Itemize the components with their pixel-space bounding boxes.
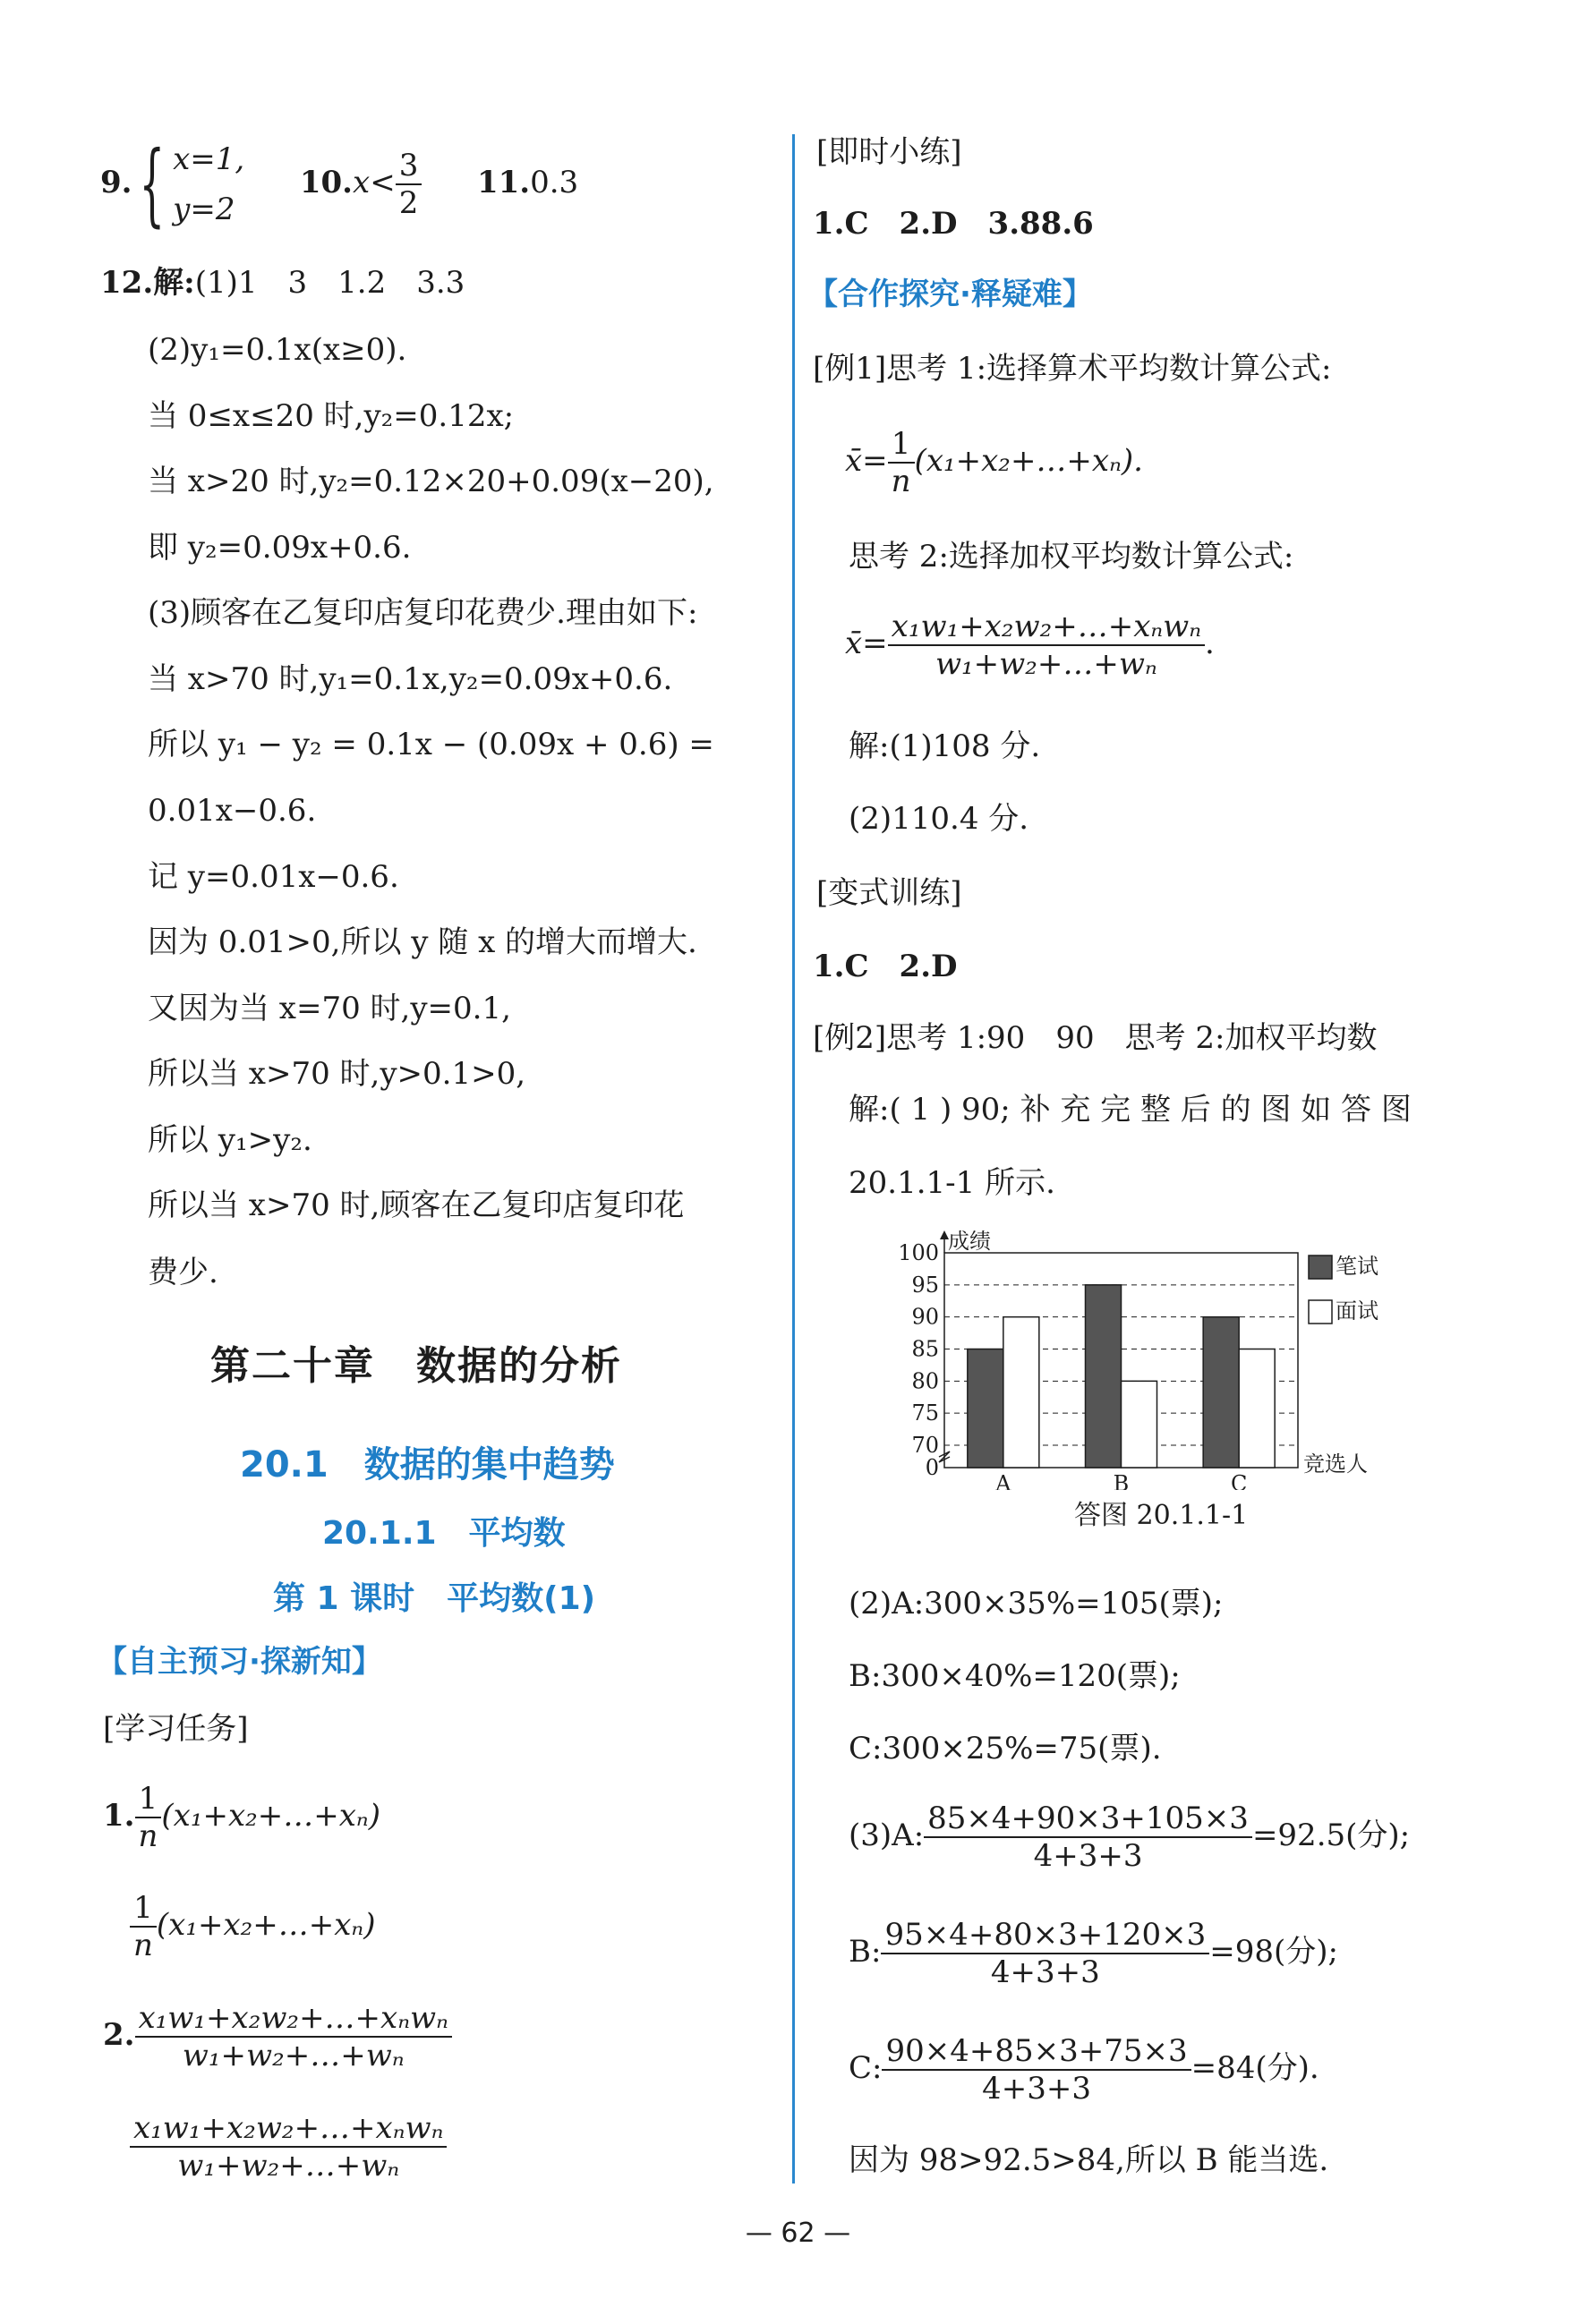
q10-text: x< <box>353 165 396 200</box>
chapter-title: 第二十章 数据的分析 <box>210 1343 622 1389</box>
y-axis-label: 成绩 <box>948 1230 991 1254</box>
think2-line: 思考 2:选择加权平均数计算公式: <box>849 539 1294 575</box>
score-a-result: =92.5(分); <box>1251 1817 1411 1853</box>
score-c <box>849 2033 1319 2107</box>
legend-label: 面试 <box>1336 1298 1378 1324</box>
item1-formula <box>103 1781 380 1854</box>
weighted-den: w₁+w₂+…+wₙ <box>888 644 1205 682</box>
q9-q11-row <box>100 134 578 234</box>
q10-den: 2 <box>396 183 422 221</box>
q9-line1: x=1, <box>173 141 245 177</box>
y-tick-label: 70 <box>911 1433 939 1458</box>
score-a-fraction <box>924 1800 1252 1874</box>
q12-line: (3)顾客在乙复印店复印花费少.理由如下: <box>148 595 698 631</box>
q12-row <box>100 263 465 302</box>
score-c-result: =84(分). <box>1191 2050 1319 2086</box>
arith-mean-formula <box>845 426 1143 499</box>
item2-formula <box>103 2000 452 2073</box>
bar-B-面试 <box>1122 1381 1157 1468</box>
score-b <box>849 1917 1338 1990</box>
xbar: x̄= <box>845 626 888 661</box>
calc-b: B:300×40%=120(票); <box>849 1658 1181 1694</box>
xbar: x̄= <box>845 443 888 479</box>
example2-solution-line1: 解:( 1 ) 90; 补 充 完 整 后 的 图 如 答 图 <box>849 1092 1412 1128</box>
q10-label: 10. <box>299 165 354 200</box>
weighted-num: x₁w₁+x₂w₂+…+xₙwₙ <box>133 2110 444 2146</box>
x-tick-label: C <box>1230 1471 1248 1490</box>
score-c-prefix: C: <box>849 2050 883 2086</box>
bar-C-笔试 <box>1203 1317 1239 1468</box>
item1-fraction <box>135 1781 162 1854</box>
weighted-den: w₁+w₂+…+wₙ <box>130 2146 447 2184</box>
q12-line: 当 x>70 时,y₁=0.1x,y₂=0.09x+0.6. <box>148 661 673 697</box>
bar-B-笔试 <box>1086 1285 1122 1468</box>
item1-formula-repeat <box>130 1890 375 1963</box>
solution2: (2)110.4 分. <box>849 801 1029 837</box>
q9-label: 9. <box>100 165 132 200</box>
weighted-num: x₁w₁+x₂w₂+…+xₙwₙ <box>138 2000 448 2036</box>
x-tick-label: B <box>1113 1471 1130 1490</box>
q12-part1: (1)1 3 1.2 3.3 <box>194 265 465 301</box>
q12-line: 当 0≤x≤20 时,y₂=0.12x; <box>148 398 515 434</box>
q12-line: 所以当 x>70 时,顾客在乙复印店复印花 <box>148 1188 685 1223</box>
score-c-fraction <box>882 2033 1191 2107</box>
sum-x: (x₁+x₂+…+xₙ) <box>156 1907 376 1943</box>
preview-header: 【自主预习·探新知】 <box>97 1644 382 1680</box>
y-tick-label: 80 <box>911 1368 939 1394</box>
q12-line: 即 y₂=0.09x+0.6. <box>148 530 412 566</box>
score-b-den: 4+3+3 <box>881 1953 1209 1990</box>
lesson-title: 第 1 课时 平均数(1) <box>273 1580 596 1617</box>
q12-line: 记 y=0.01x−0.6. <box>148 859 399 895</box>
score-b-prefix: B: <box>849 1934 882 1970</box>
q11-label: 11. <box>476 165 531 200</box>
example1-line: [例1]思考 1:选择算术平均数计算公式: <box>813 351 1332 387</box>
example2-solution-line2: 20.1.1-1 所示. <box>849 1165 1055 1201</box>
q12-line: 又因为当 x=70 时,y=0.1, <box>148 991 511 1026</box>
q12-line: 所以 y₁>y₂. <box>148 1122 312 1158</box>
frac-num: 1 <box>133 1890 153 1926</box>
score-a <box>849 1800 1410 1874</box>
sum-x: (x₁+x₂+…+xₙ). <box>914 443 1143 479</box>
score-b-result: =98(分); <box>1209 1934 1338 1970</box>
variant-answers: 1.C 2.D <box>813 949 958 984</box>
y-tick-label: 90 <box>911 1304 939 1330</box>
q12-line: (2)y₁=0.1x(x≥0). <box>148 332 407 368</box>
subsection-title: 20.1.1 平均数 <box>322 1515 566 1552</box>
q9-line2: y=2 <box>173 192 235 227</box>
frac-den: n <box>135 1817 162 1854</box>
weighted-num: x₁w₁+x₂w₂+…+xₙwₙ <box>891 609 1202 644</box>
score-a-prefix: (3)A: <box>849 1817 925 1853</box>
frac-den: n <box>888 462 915 499</box>
bar-A-笔试 <box>968 1349 1003 1468</box>
score-bar-chart <box>895 1230 1450 1490</box>
calc-c: C:300×25%=75(票). <box>849 1731 1162 1766</box>
q12-line: 0.01x−0.6. <box>148 793 317 829</box>
q12-line: 所以 y₁ − y₂ = 0.1x − (0.09x + 0.6) = <box>148 727 714 762</box>
q12-label: 12.解: <box>100 265 195 301</box>
item2-label: 2. <box>103 2017 135 2053</box>
practice-answers: 1.C 2.D 3.88.6 <box>813 206 1094 242</box>
y-tick-label: 85 <box>911 1336 939 1362</box>
score-a-num: 85×4+90×3+105×3 <box>927 1800 1249 1836</box>
section-title: 20.1 数据的集中趋势 <box>240 1444 615 1485</box>
q12-line: 费少. <box>148 1255 218 1290</box>
example2-line: [例2]思考 1:90 90 思考 2:加权平均数 <box>813 1020 1378 1056</box>
brace-icon: { <box>138 132 165 236</box>
y-tick-label: 75 <box>911 1400 939 1426</box>
q12-line: 当 x>20 时,y₂=0.12×20+0.09(x−20), <box>148 464 714 499</box>
y-tick-label: 0 <box>925 1455 939 1480</box>
item1-fraction <box>130 1890 157 1963</box>
q12-line: 所以当 x>70 时,y>0.1>0, <box>148 1056 526 1092</box>
solution1: 解:(1)108 分. <box>849 728 1041 764</box>
item2-formula-repeat <box>130 2110 447 2184</box>
item1-label: 1. <box>103 1798 135 1834</box>
score-c-den: 4+3+3 <box>882 2069 1191 2107</box>
weighted-fraction <box>135 2000 452 2073</box>
score-b-fraction <box>881 1917 1209 1990</box>
legend-swatch <box>1309 1300 1332 1324</box>
weighted-fraction <box>130 2110 447 2184</box>
score-b-num: 95×4+80×3+120×3 <box>884 1917 1207 1953</box>
sum-x: (x₁+x₂+…+xₙ) <box>161 1798 380 1834</box>
score-a-den: 4+3+3 <box>924 1836 1252 1874</box>
q10-num: 3 <box>398 148 419 183</box>
frac-den: n <box>130 1926 157 1963</box>
chart-caption: 答图 20.1.1-1 <box>1074 1500 1249 1531</box>
arith-fraction <box>888 426 915 499</box>
weighted-den: w₁+w₂+…+wₙ <box>135 2036 452 2073</box>
x-axis-label: 竞选人 <box>1303 1451 1368 1477</box>
practice-label: [即时小练] <box>816 134 962 170</box>
legend-label: 笔试 <box>1336 1254 1378 1279</box>
column-divider <box>792 134 795 2184</box>
frac-num: 1 <box>138 1781 158 1817</box>
conclusion: 因为 98>92.5>84,所以 B 能当选. <box>849 2142 1329 2178</box>
q9-system <box>173 134 244 234</box>
frac-num: 1 <box>891 426 911 462</box>
bar-C-面试 <box>1239 1349 1275 1468</box>
q12-line: 因为 0.01>0,所以 y 随 x 的增大而增大. <box>148 924 697 960</box>
y-tick-label: 100 <box>898 1240 939 1265</box>
explore-header: 【合作探究·释疑难】 <box>807 277 1093 312</box>
q10-fraction <box>396 148 422 221</box>
bar-A-面试 <box>1003 1317 1039 1468</box>
score-c-num: 90×4+85×3+75×3 <box>885 2033 1188 2069</box>
task-label: [学习任务] <box>103 1711 249 1747</box>
page-number: — 62 — <box>745 2218 851 2249</box>
variant-label: [变式训练] <box>816 875 962 911</box>
q11-text: 0.3 <box>530 165 579 200</box>
legend-swatch <box>1309 1256 1332 1279</box>
weighted-mean-formula: x̄= $\frac{\text{x₁w₁+x₂w₂+…+xₙwₙ}}{\text{w₁+w₂+…+wₙ}}$ . <box>845 609 1215 682</box>
x-tick-label: A <box>995 1471 1011 1490</box>
calc-a: (2)A:300×35%=105(票); <box>849 1586 1224 1622</box>
y-tick-label: 95 <box>911 1272 939 1298</box>
weighted-fraction <box>888 609 1205 682</box>
